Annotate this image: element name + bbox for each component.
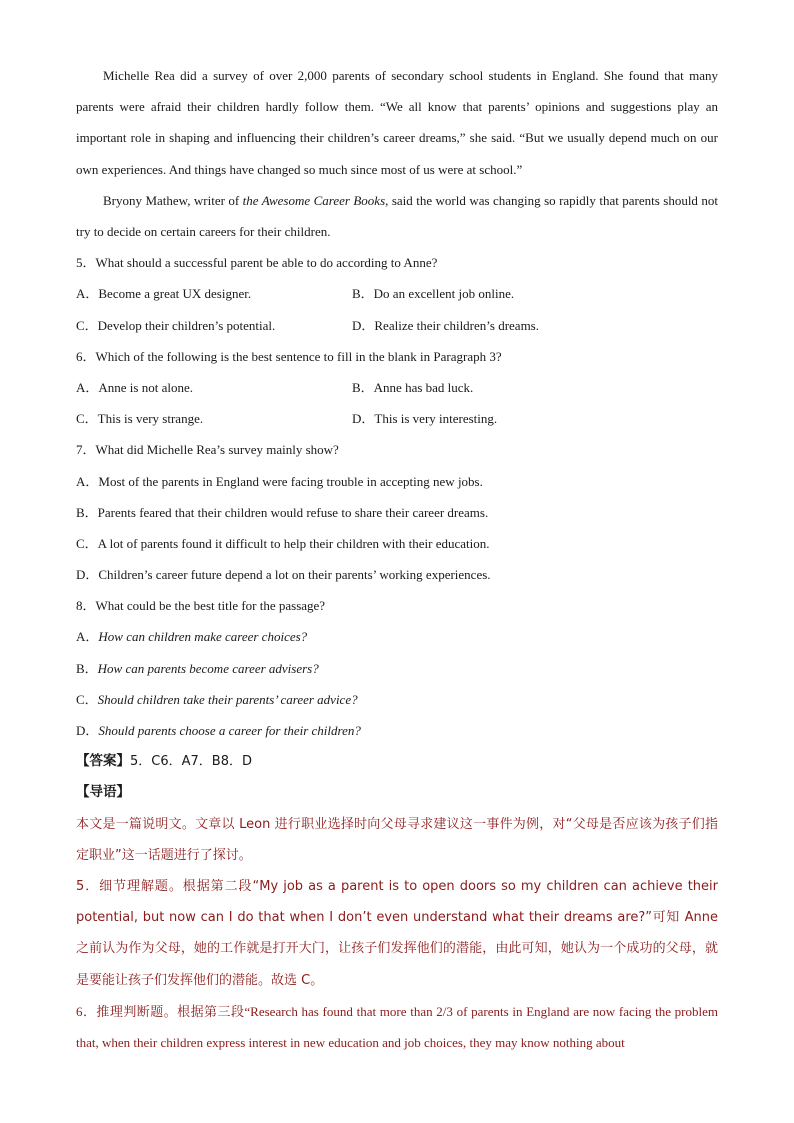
question-6-option-c: C．This is very strange. [76,411,204,427]
question-6-option-b: B．Anne has bad luck. [352,379,474,395]
question-5 [76,247,718,341]
question-7-option-b: B．Parents feared that their children would refuse to share their career dreams. [76,504,489,520]
option-text: How can children make career choices? [98,629,308,645]
question-8-option-a [76,621,718,652]
passage [76,60,718,247]
question-7-option-c: C．A lot of parents found it difficult to help their children with their education. [76,535,490,551]
option-text: How can parents become career advisers? [97,660,319,676]
option-text: Should children take their parents’ career advice? [97,691,358,707]
question-6-option-a: A．Anne is not alone. [76,379,193,395]
explanation [76,809,718,1059]
answer-line [76,746,718,777]
book-title: the Awesome Career Books [242,192,386,208]
question-7 [76,434,718,590]
option-letter: A． [76,629,99,645]
option-text: Should parents choose a career for their children? [98,723,361,739]
question-7-stem: 7．What did Michelle Rea’s survey mainly show? [76,442,339,458]
question-6-options-row-2 [76,403,718,434]
guide-heading [76,777,718,808]
answer-text: 5．C6．A7．B8．D [130,754,252,770]
question-5-options-row-2 [76,310,718,341]
answer-label: 【答案】 [76,753,130,770]
question-5-option-c: C．Develop their children’s potential. [76,317,276,333]
question-6-stem: 6．Which of the following is the best sentence to fill in the blank in Paragraph 3? [76,348,502,364]
passage-paragraph-2-start: Bryony Mathew, writer of [103,192,243,208]
passage-paragraph-1: Michelle Rea did a survey of over 2,000 parents of secondary school students in England. She found that many parents were afraid their children hardly follow them. “We all know that parents’ opinions and suggestions play an important role in shaping and influencing their children’s career dreams,” she said. “But we usually depend much on our own experiences. And things have changed so much since most of us were at school.” [76,68,718,177]
passage-paragraph-2-end: , said the world was changing so rapidly that parents should not try to decide on certain careers for their children. [76,192,718,240]
question-6-options-row-1 [76,372,718,403]
option-letter: B． [76,660,98,676]
passage-paragraph-2 [76,185,718,247]
guide-summary: 本文是一篇说明文。文章以 Leon 进行职业选择时向父母寻求建议这一事件为例，对“父母是否应该为孩子们指定职业”这一话题进行了探讨。 [76,816,718,863]
guide-label: 【导语】 [76,784,130,801]
question-5-stem: 5．What should a successful parent be able to do according to Anne? [76,255,438,271]
question-8-option-d [76,715,718,746]
question-5-option-b: B．Do an excellent job online. [352,286,515,302]
question-5-options-row-1 [76,278,718,309]
option-letter: C． [76,691,98,707]
question-8-option-c [76,684,718,715]
question-5-option-d: D．Realize their children’s dreams. [352,317,539,333]
question-7-option-d: D．Children’s career future depend a lot on their parents’ working experiences. [76,567,491,583]
explanation-6: 6．推理判断题。根据第三段“Research has found that more than 2/3 of parents in England are now facing the problem that, when their children express interest in new education and job choices, they may know nothing about [76,1003,718,1051]
question-5-option-a: A．Become a great UX designer. [76,286,252,302]
question-8 [76,590,718,746]
question-8-stem: 8．What could be the best title for the passage? [76,598,326,614]
question-7-option-a: A．Most of the parents in England were facing trouble in accepting new jobs. [76,473,483,489]
explanation-5: 5．细节理解题。根据第二段“My job as a parent is to open doors so my children can achieve their potential, but now can I do that when I don’t even understand what their dreams are?”可知 Anne 之前认为作为父母，她的工作就是打开大门，让孩子们发挥他们的潜能，由此可知，她认为一个成功的父母，就是要能让孩子们发挥他们的潜能。故选 C。 [76,879,718,988]
document-page [76,60,718,1058]
question-6 [76,341,718,435]
question-8-option-b [76,653,718,684]
question-6-option-d: D．This is very interesting. [352,411,498,427]
option-letter: D． [76,723,99,739]
